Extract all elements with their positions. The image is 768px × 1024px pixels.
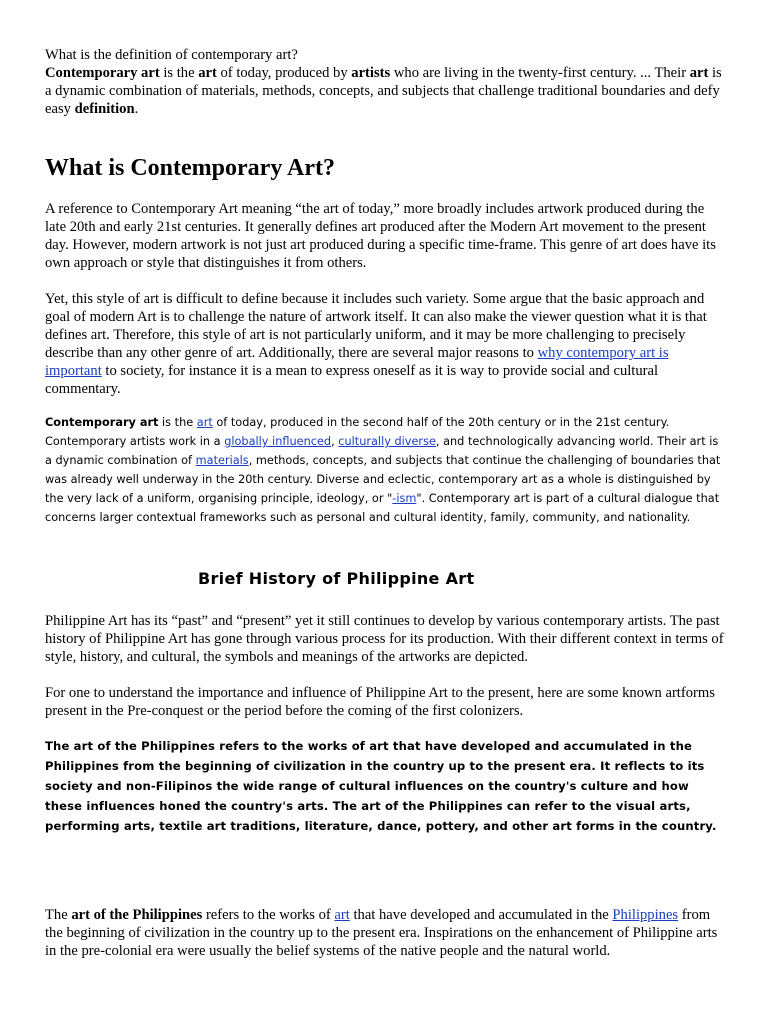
paragraph-span: , methods, concepts, and subjects that continue the challenging of boundaries that was already well underway in the 20th century. Diverse and eclectic, contemporary art as a whole is distinguished by the very lack of a uniform, organising principle, ideology, or " (45, 454, 721, 505)
intro-question: What is the definition of contemporary art? (45, 47, 298, 63)
paragraph-definition (45, 200, 725, 272)
paragraph-span: from the beginning of civilization in the country up to the present era. Inspirations on the enhancement of Philippine arts in the pre-colonial era were usually the belief systems of the native people and the natural world. (45, 907, 718, 959)
paragraph-philippine-history (45, 612, 725, 666)
paragraph-span: ". Contemporary art is part of a cultural dialogue that concerns larger contextual frameworks such as personal and cultural identity, family, community, and nationality. (45, 492, 720, 524)
paragraph-span: of today, produced in the second half of the 20th century or in the 21st century. Contemporary artists work in a (45, 416, 670, 448)
globally-influenced-link[interactable]: globally influenced (224, 435, 332, 448)
page-title: What is Contemporary Art? (45, 155, 335, 181)
paragraph-span: The (45, 907, 72, 923)
paragraph-span: refers to the works of (202, 907, 335, 923)
paragraph-text: Philippine Art has its “past” and “present” yet it still continues to develop by various contemporary artists. The past history of Philippine Art has gone through various process for its production. With their different context in terms of style, history, and cultural, the symbols and meanings of the artworks are depicted. (45, 613, 724, 665)
art-link[interactable]: art (334, 907, 350, 923)
answer-text: who are living in the twenty-first century. ... Their (390, 65, 690, 81)
paragraph-art-of-philippines (45, 906, 725, 960)
bold-term: Contemporary art (45, 416, 159, 429)
paragraph-text (45, 906, 725, 960)
paragraph-text: For one to understand the importance and influence of Philippine Art to the present, here are some known artforms present in the Pre-conquest or the period before the coming of the first colonizers. (45, 685, 715, 719)
heading-contemporary-art (45, 154, 725, 182)
paragraph-span: to society, for instance it is a mean to express oneself as it is way to provide social and cultural commentary. (45, 363, 659, 397)
paragraph-span: , (331, 435, 339, 448)
answer-text: is the (159, 65, 199, 81)
paragraph-text: The art of the Philippines refers to the works of art that have developed and accumulated in the Philippines from the beginning of civilization in the country up to the present era. It reflects to its society and non-Filipinos the wide range of cultural influences on the country's culture and how these influences honed the country's arts. The art of the Philippines can refer to the visual arts, performing arts, textile art traditions, literature, dance, pottery, and other art forms in the country. (45, 739, 717, 833)
paragraph-span: , and technologically advancing world. Their art is a dynamic combination of (45, 435, 719, 467)
paragraph-span: is the (158, 416, 197, 429)
paragraph-text (45, 290, 725, 398)
paragraph-understanding (45, 684, 725, 720)
answer-term: definition (74, 101, 135, 117)
ism-link[interactable]: -ism (392, 492, 417, 505)
paragraph-span: that have developed and accumulated in the (349, 907, 613, 923)
answer-term: art (198, 65, 217, 81)
section-title: Brief History of Philippine Art (198, 569, 475, 588)
heading-philippine-art (45, 569, 725, 589)
paragraph-contemporary-sans (45, 413, 725, 527)
art-link[interactable]: art (196, 416, 213, 429)
intro-answer (45, 64, 725, 118)
paragraph-text: A reference to Contemporary Art meaning “the art of today,” more broadly includes artwork produced during the late 20th and early 21st centuries. It generally defines art produced after the Modern Art movement to the present day. However, modern artwork is not just art produced during a specific time-frame. This genre of art does have its own approach or style that distinguishes it from others. (45, 201, 716, 271)
paragraph-variety (45, 290, 725, 398)
paragraph-text (45, 413, 725, 527)
answer-term: artists (351, 65, 391, 81)
answer-term: art (689, 65, 709, 81)
answer-term: Contemporary art (45, 65, 160, 81)
answer-text: of today, produced by (216, 65, 352, 81)
intro-section (45, 46, 725, 118)
materials-link[interactable]: materials (195, 454, 249, 467)
paragraph-art-of-philippines-bold (45, 736, 725, 836)
philippines-link[interactable]: Philippines (612, 907, 679, 923)
why-contemporary-art-link[interactable]: why contempory art is important (45, 345, 669, 379)
bold-term: art of the Philippines (71, 907, 203, 923)
answer-text: . (134, 101, 139, 117)
culturally-diverse-link[interactable]: culturally diverse (338, 435, 436, 448)
answer-text: is a dynamic combination of materials, methods, concepts, and subjects that challenge traditional boundaries and defy easy (45, 65, 722, 117)
paragraph-span: Yet, this style of art is difficult to define because it includes such variety. Some argue that the basic approach and goal of modern Art is to challenge the nature of artwork itself. It can also make the viewer question what it is that defines art. Therefore, this style of art is not particularly uniform, and it may be more challenging to precisely describe than any other genre of art. Additionally, there are several major reasons to (45, 291, 707, 361)
